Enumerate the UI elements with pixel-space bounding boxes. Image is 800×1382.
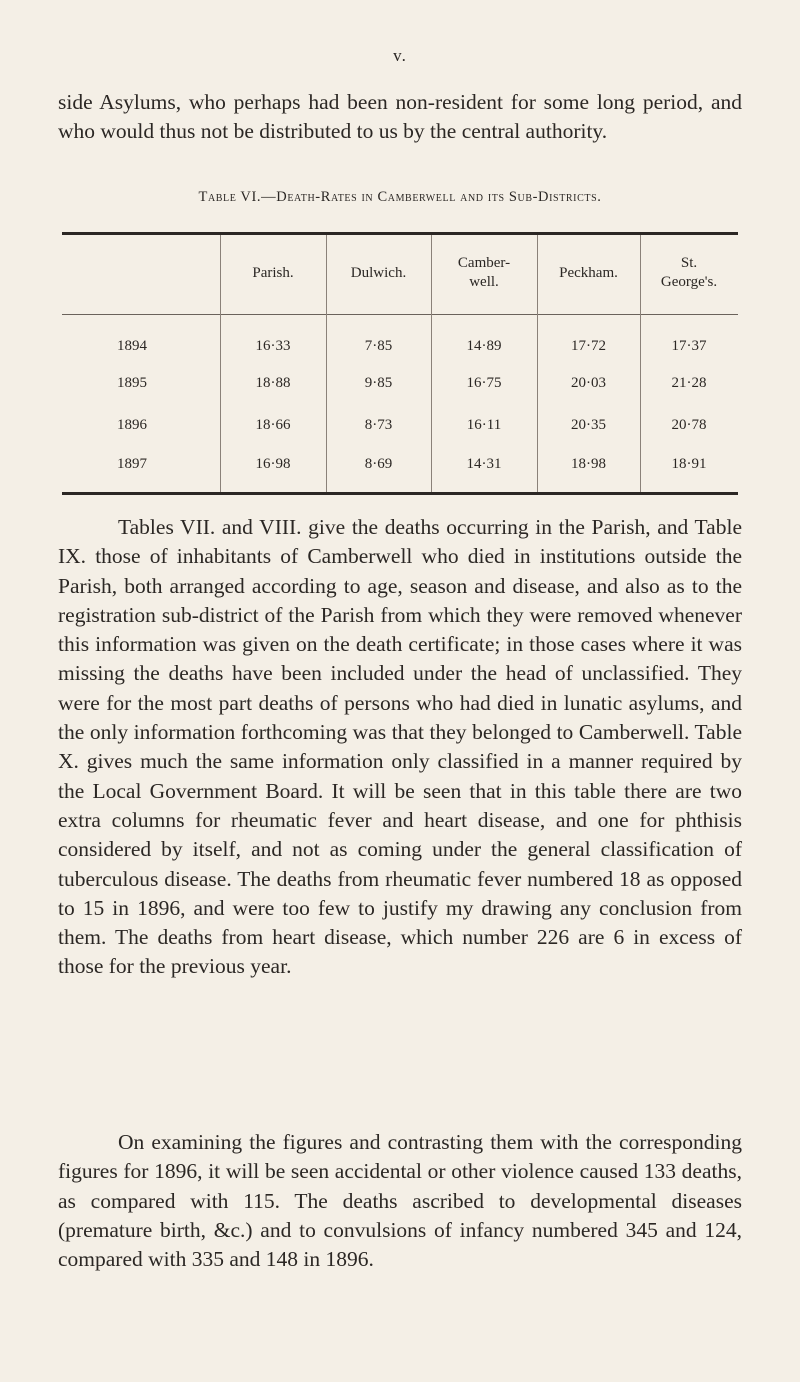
table-header-rule	[62, 314, 738, 315]
page-number: v.	[393, 46, 407, 65]
table-cell: 17·37	[671, 337, 707, 354]
table-cell: 8·69	[364, 455, 393, 472]
table-cell-year: 1896	[117, 416, 147, 433]
table-cell: 17·72	[571, 337, 606, 354]
table-top-rule	[62, 232, 738, 235]
table-cell: 20·03	[571, 374, 606, 391]
table-cell-year: 1895	[117, 374, 147, 391]
table-cell: 20·78	[671, 416, 707, 433]
column-header-st-georges: St. George's.	[660, 255, 718, 290]
intro-paragraph: side Asylums, who perhaps had been non-resident for some long period, and who would thus not be distributed to us by the central authority.	[58, 90, 742, 144]
column-header-camberwell: Camber- well.	[457, 255, 511, 290]
column-header-dulwich: Dulwich.	[350, 264, 407, 281]
table-cell: 7·85	[364, 337, 393, 354]
table-bottom-rule	[62, 492, 738, 495]
table-cell: 9·85	[364, 374, 393, 391]
table-cell-year: 1894	[117, 337, 147, 354]
column-header-year	[62, 248, 220, 298]
table-cell: 14·31	[466, 455, 502, 472]
table-cell: 18·88	[255, 374, 291, 391]
table-cell: 16·75	[466, 374, 502, 391]
table-title: Table VI.—Death-Rates in Camberwell and its Sub-Districts.	[198, 189, 602, 205]
table-cell: 18·98	[571, 455, 606, 472]
table-cell: 20·35	[571, 416, 606, 433]
table-cell: 16·33	[255, 337, 291, 354]
table-cell: 14·89	[466, 337, 502, 354]
table-cell: 21·28	[671, 374, 707, 391]
body-paragraph-tables: Tables VII. and VIII. give the deaths occurring in the Parish, and Table IX. those of inhabitants of Camberwell who died in institutions outside the Parish, both arranged according to age, season and disease, and also as to the registration sub-district of the Parish from which they were removed whenever this information was given on the death certificate; in those cases where it was missing the deaths have been included under the head of unclassified. They were for the most part deaths of persons who had died in lunatic asylums, and the only information forthcoming was that they belonged to Camberwell. Table X. gives much the same information only classified in a manner required by the Local Government Board. It will be seen that in this table there are two extra columns for rheumatic fever and heart disease, and one for phthisis considered by itself, and not as coming under the general classification of tuberculous disease. The deaths from rheumatic fever numbered 18 as opposed to 15 in 1896, and were too few to justify my drawing any conclusion from them. The deaths from heart disease, which number 226 are 6 in excess of those for the previous year.	[58, 515, 742, 979]
table-cell: 8·73	[364, 416, 393, 433]
column-header-parish: Parish.	[252, 264, 294, 281]
table-cell: 16·98	[255, 455, 291, 472]
table-cell: 16·11	[466, 416, 502, 433]
column-header-peckham: Peckham.	[559, 264, 618, 281]
body-paragraph-comparison: On examining the figures and contrasting them with the corresponding figures for 1896, it will be seen accidental or other violence caused 133 deaths, as compared with 115. The deaths ascribed to developmental diseases (premature birth, &c.) and to convulsions of infancy numbered 345 and 124, compared with 335 and 148 in 1896.	[58, 1130, 742, 1272]
table-cell: 18·66	[255, 416, 291, 433]
table-cell-year: 1897	[117, 455, 147, 472]
table-cell: 18·91	[671, 455, 707, 472]
